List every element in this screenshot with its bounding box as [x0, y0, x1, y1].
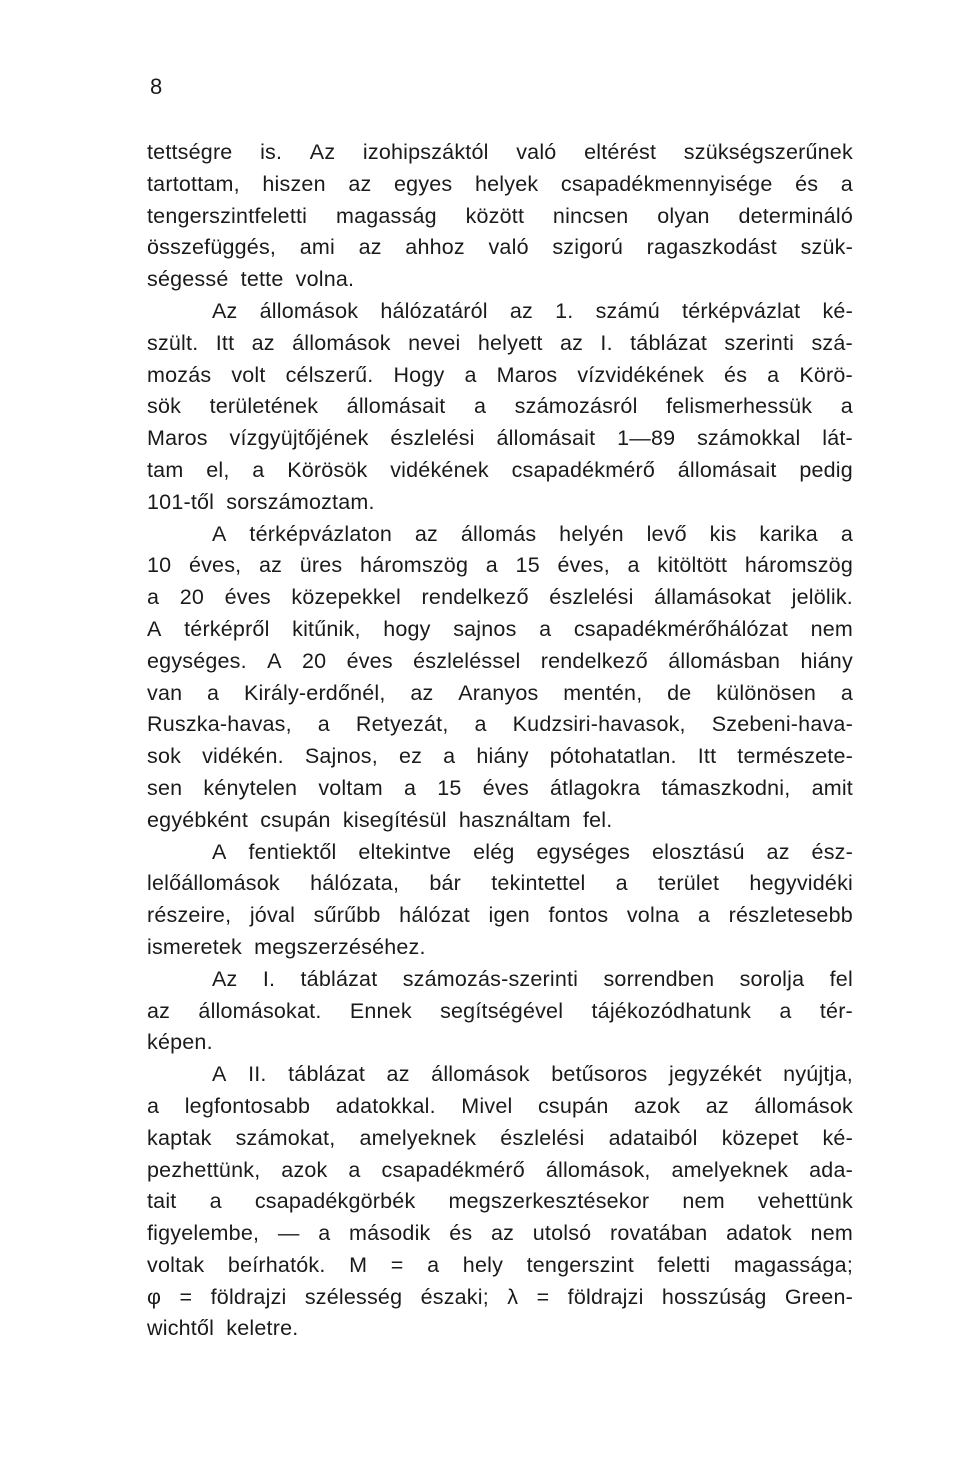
text-line: van a Király-erdőnél, az Aranyos mentén, de különösen a — [147, 680, 853, 705]
text-line: egyébként csupán kisegítésül használtam fel. — [147, 807, 613, 832]
text-line: ismeretek megszerzéséhez. — [147, 934, 426, 959]
text-line: a 20 éves közepekkel rendelkező észlelési államásokat jelölik. — [147, 585, 853, 610]
text-line: lelőállomások hálózata, bár tekintettel a terület hegyvidéki — [147, 871, 853, 896]
text-line: tengerszintfeletti magasság között nincsen olyan determináló — [147, 203, 853, 228]
text-line: A térképvázlaton az állomás helyén levő kis karika a — [212, 521, 853, 546]
text-line: összefüggés, ami az ahhoz való szigorú ragaszkodást szük- — [147, 235, 853, 260]
text-line: Az állomások hálózatáról az 1. számú térképvázlat ké- — [212, 298, 853, 323]
text-line: tartottam, hiszen az egyes helyek csapadékmennyisége és a — [147, 171, 853, 196]
text-line: tettségre is. Az izohipszáktól való eltérést szükségszerűnek — [147, 140, 853, 164]
text-line: φ = földrajzi szélesség északi; λ = földrajzi hosszúság Green- — [147, 1284, 853, 1309]
text-line: tait a csapadékgörbék megszerkesztésekor nem vehettünk — [147, 1189, 853, 1214]
text-line: kaptak számokat, amelyeknek észlelési adataiból közepet ké- — [147, 1125, 853, 1150]
text-line: Maros vízgyüjtőjének észlelési állomásait 1—89 számokkal lát- — [147, 426, 853, 451]
text-line: tam el, a Körösök vidékének csapadékmérő állomásait pedig — [147, 457, 853, 482]
text-line: sök területének állomásait a számozásról felismerhessük a — [147, 394, 853, 419]
text-line: a legfontosabb adatokkal. Mivel csupán azok az állomások — [147, 1093, 853, 1118]
text-line: A térképről kitűnik, hogy sajnos a csapadékmérőhálózat nem — [147, 616, 853, 641]
text-line: A fentiektől eltekintve elég egységes elosztású az ész- — [212, 839, 853, 864]
text-line: voltak beírhatók. M = a hely tengerszint feletti magassága; — [147, 1252, 853, 1277]
body-text — [147, 137, 853, 1345]
text-line: mozás volt célszerű. Hogy a Maros vízvidékének és a Körö- — [147, 362, 853, 387]
text-line: sok vidékén. Sajnos, ez a hiány pótohatatlan. Itt természete- — [147, 744, 853, 769]
text-line: ségessé tette volna. — [147, 267, 355, 292]
text-line: Az I. táblázat számozás-szerinti sorrendben sorolja fel — [212, 966, 853, 991]
text-line: szült. Itt az állomások nevei helyett az I. táblázat szerinti szá- — [147, 330, 853, 355]
text-line: részeire, jóval sűrűbb hálózat igen fontos volna a részletesebb — [147, 903, 853, 928]
text-line: A II. táblázat az állomások betűsoros jegyzékét nyújtja, — [212, 1062, 853, 1087]
text-line: 101-től sorszámoztam. — [147, 489, 375, 514]
text-line: wichtől keletre. — [147, 1316, 299, 1341]
text-line: 10 éves, az üres háromszög a 15 éves, a kitöltött háromszög — [147, 553, 853, 578]
text-line: figyelembe, — a második és az utolsó rovatában adatok nem — [147, 1221, 853, 1246]
text-line: sen kénytelen voltam a 15 éves átlagokra támaszkodni, amit — [147, 775, 853, 800]
text-line: pezhettünk, azok a csapadékmérő állomások, amelyeknek ada- — [147, 1157, 853, 1182]
page-number: 8 — [150, 74, 163, 99]
text-line: képen. — [147, 1030, 213, 1055]
text-line: egységes. A 20 éves észleléssel rendelkező állomásban hiány — [147, 648, 853, 673]
text-line: az állomásokat. Ennek segítségével tájékozódhatunk a tér- — [147, 998, 853, 1023]
text-line: Ruszka-havas, a Retyezát, a Kudzsiri-havasok, Szebeni-hava- — [147, 712, 853, 737]
